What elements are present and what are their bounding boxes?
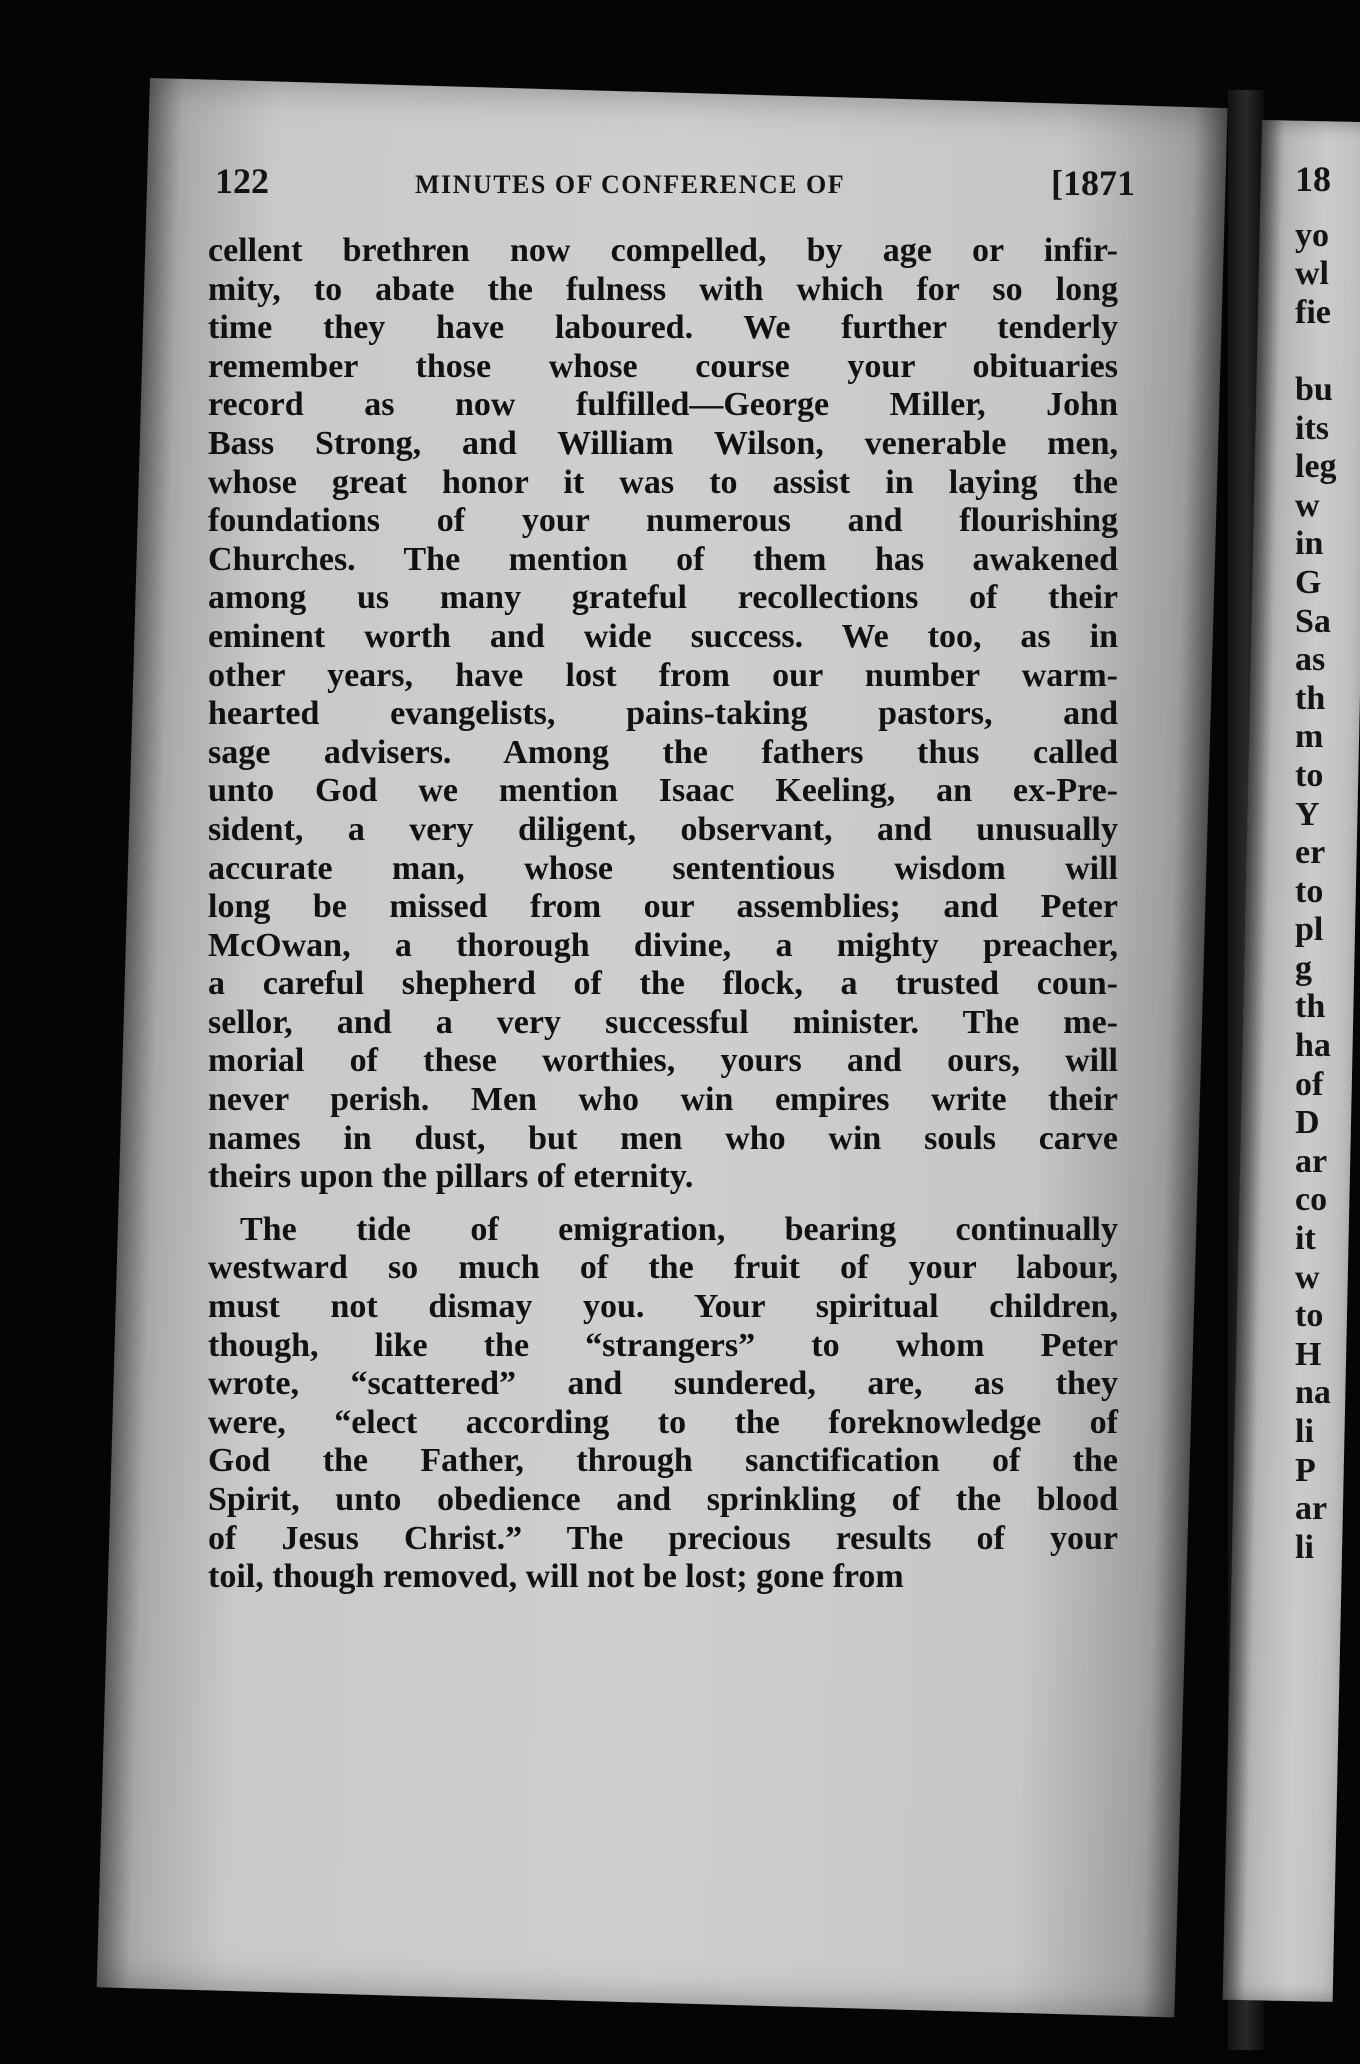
text-line: hearted evangelists, pains-taking pastors, and (208, 695, 1118, 733)
text-line: accurate man, whose sententious wisdom will (208, 849, 1118, 887)
text-line: The tide of emigration, bearing continually (240, 1210, 1118, 1248)
paragraph-1 (208, 232, 1118, 1197)
adjacent-text-line: fie (1295, 293, 1331, 331)
text-line: among us many grateful recollections of their (208, 579, 1118, 617)
running-title: MINUTES OF CONFERENCE OF (415, 170, 846, 199)
adjacent-text-line: w (1295, 486, 1320, 524)
text-line: time they have laboured. We further tenderly (208, 309, 1118, 347)
adjacent-text-line: bu (1295, 370, 1333, 408)
text-line: wrote, “scattered” and sundered, are, as they (208, 1365, 1118, 1403)
text-line: were, “elect according to the foreknowledge of (208, 1403, 1118, 1441)
adjacent-text-line (1295, 332, 1355, 371)
adjacent-text-line: to (1295, 1297, 1324, 1335)
header-year: [1871 (1051, 163, 1135, 203)
text-line: though, like the “strangers” to whom Peter (208, 1326, 1118, 1364)
adjacent-text-line: as (1295, 641, 1326, 679)
text-line: theirs upon the pillars of eternity. (208, 1158, 694, 1196)
text-line: names in dust, but men who win souls carve (208, 1119, 1118, 1157)
text-line: of Jesus Christ.” The precious results of your (208, 1519, 1118, 1557)
adjacent-text-line: its (1295, 409, 1329, 447)
adjacent-text-line: th (1295, 679, 1326, 717)
adjacent-text-line: ar (1295, 1490, 1328, 1528)
adjacent-text-line: g (1295, 949, 1312, 987)
text-line: unto God we mention Isaac Keeling, an ex-Pre- (208, 772, 1118, 810)
adjacent-text-line: co (1295, 1181, 1328, 1219)
text-line: eminent worth and wide success. We too, as in (208, 617, 1118, 655)
text-line: remember those whose course your obituaries (208, 347, 1118, 385)
adjacent-text-line: er (1295, 834, 1326, 872)
text-line: toil, though removed, will not be lost; gone from (208, 1558, 904, 1596)
text-line: Spirit, unto obedience and sprinkling of the blood (208, 1481, 1118, 1518)
text-line: long be missed from our assemblies; and Peter (208, 888, 1118, 926)
adjacent-text-line: of (1295, 1065, 1324, 1103)
adjacent-text-line: yo (1295, 216, 1329, 254)
adjacent-text-line: li (1295, 1413, 1314, 1450)
adjacent-text-line: G (1295, 563, 1322, 601)
text-line: God the Father, through sanctification of the (208, 1442, 1118, 1480)
text-line: sident, a very diligent, observant, and unusually (208, 810, 1118, 848)
adjacent-text-line: to (1295, 872, 1324, 910)
page-body (208, 232, 1118, 1597)
adjacent-text-line: it (1295, 1220, 1316, 1258)
text-line: record as now fulfilled—George Miller, John (208, 386, 1118, 424)
adjacent-text-line: leg (1295, 448, 1337, 486)
adjacent-text-line: ar (1295, 1142, 1328, 1180)
text-line: foundations of your numerous and flourishing (208, 502, 1118, 540)
text-line: westward so much of the fruit of your labour, (208, 1249, 1118, 1287)
adjacent-text-line: Y (1295, 795, 1320, 833)
adjacent-text-line: in (1295, 525, 1324, 563)
adjacent-page-number: 18 (1295, 160, 1331, 199)
adjacent-text-line: na (1295, 1374, 1331, 1412)
adjacent-text-line: P (1295, 1451, 1316, 1489)
adjacent-text-line: ha (1295, 1027, 1331, 1065)
paragraph-2 (208, 1211, 1118, 1597)
text-line: Bass Strong, and William Wilson, venerable men, (208, 424, 1118, 462)
adjacent-text-line: to (1295, 756, 1324, 794)
adjacent-text-line: m (1295, 718, 1324, 756)
adjacent-text-line: li (1295, 1528, 1314, 1566)
text-line: never perish. Men who win empires write their (208, 1081, 1118, 1119)
text-line: other years, have lost from our number warm- (208, 656, 1118, 694)
text-line: whose great honor it was to assist in laying the (208, 463, 1118, 501)
adjacent-page-text (1295, 160, 1355, 1567)
text-line: sage advisers. Among the fathers thus called (208, 733, 1118, 771)
text-line: must not dismay you. Your spiritual children, (208, 1288, 1118, 1326)
text-line: cellent brethren now compelled, by age or infir- (208, 232, 1118, 269)
page-header (215, 160, 1135, 204)
text-line: sellor, and a very successful minister. The me- (208, 1003, 1118, 1041)
page-number: 122 (215, 161, 269, 201)
adjacent-text-line: wl (1295, 255, 1329, 293)
adjacent-text-line: D (1295, 1104, 1320, 1142)
adjacent-text-line: th (1295, 988, 1326, 1026)
text-line: morial of these worthies, yours and ours, will (208, 1042, 1118, 1080)
adjacent-text-line: H (1295, 1335, 1322, 1373)
text-line: a careful shepherd of the flock, a trusted coun- (208, 965, 1118, 1003)
adjacent-text-line: Sa (1295, 602, 1331, 640)
adjacent-text-line: w (1295, 1258, 1320, 1296)
text-line: mity, to abate the fulness with which for so long (208, 270, 1118, 308)
text-line: McOwan, a thorough divine, a mighty preacher, (208, 926, 1118, 964)
adjacent-text-line: pl (1295, 911, 1324, 949)
text-line: Churches. The mention of them has awakened (208, 540, 1118, 578)
